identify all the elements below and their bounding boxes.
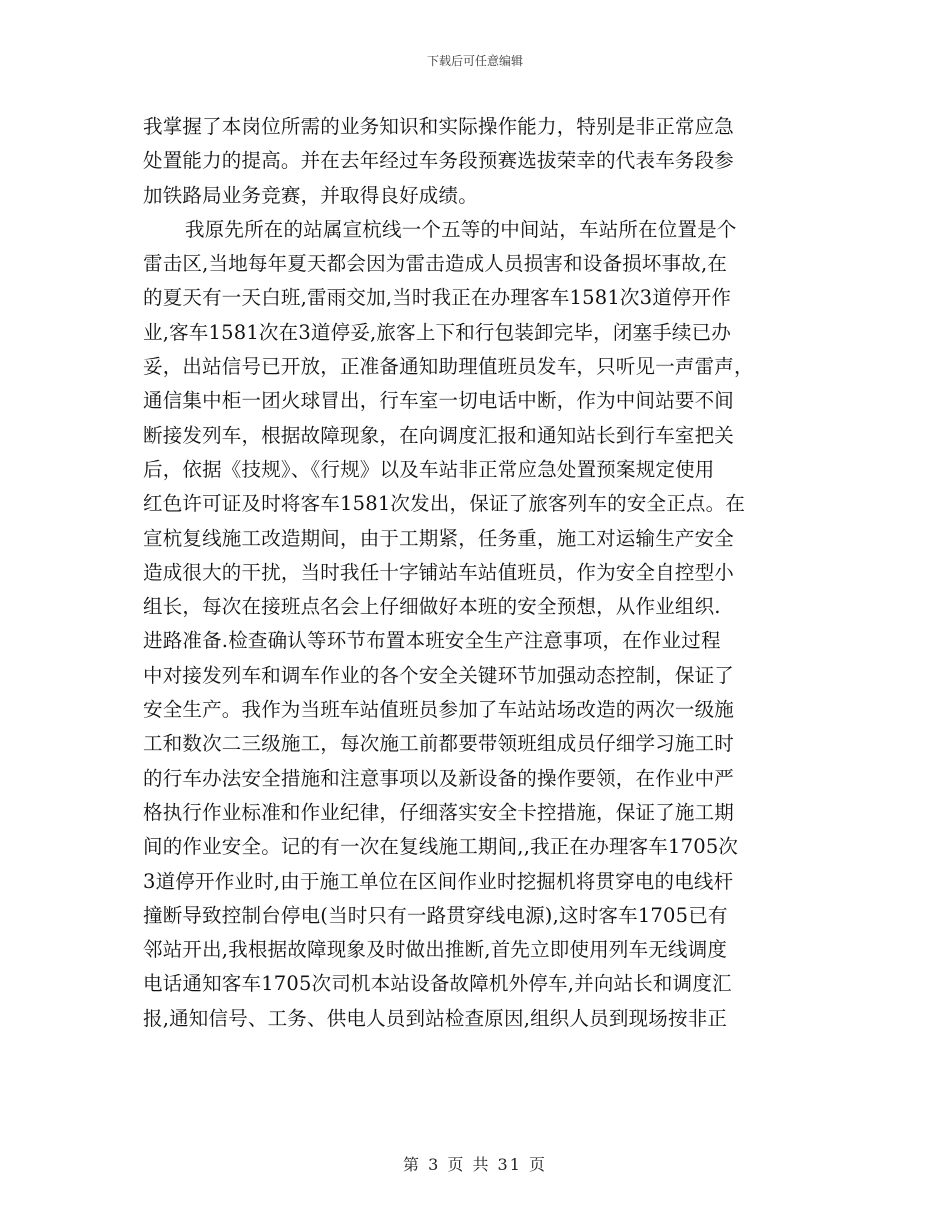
- body-line-paragraph-start: 我原先所在的站属宣杭线一个五等的中间站，车站所在位置是个: [185, 217, 737, 241]
- body-line: 报,通知信号、工务、供电人员到站检查原因,组织人员到现场按非正: [143, 1006, 728, 1030]
- document-body: [143, 110, 808, 1036]
- body-line: 处置能力的提高。并在去年经过车务段预赛选拔荣幸的代表车务段参: [143, 149, 735, 173]
- body-line: 邻站开出,我根据故障现象及时做出推断,首先立即使用列车无线调度: [143, 938, 728, 962]
- body-line: 间的作业安全。记的有一次在复线施工期间,,我正在办理客车1705次: [143, 835, 739, 859]
- body-line: 通信集中柜一团火球冒出，行车室一切电话中断，作为中间站要不间: [143, 389, 735, 413]
- body-line: 安全生产。我作为当班车站值班员参加了车站站场改造的两次一级施: [143, 698, 735, 722]
- body-line: 的行车办法安全措施和注意事项以及新设备的操作要领，在作业中严: [143, 766, 735, 790]
- body-line: 我掌握了本岗位所需的业务知识和实际操作能力，特别是非正常应急: [143, 115, 735, 138]
- body-line: 进路准备.检查确认等环节布置本班安全生产注意事项，在作业过程: [143, 629, 721, 653]
- body-line: 妥，出站信号已开放，正准备通知助理值班员发车，只听见一声雷声，: [143, 355, 754, 379]
- body-line: 业,客车1581次在3道停妥,旅客上下和行包装卸完毕，闭塞手续已办: [143, 320, 732, 344]
- body-line: 红色许可证及时将客车1581次发出，保证了旅客列车的安全正点。在: [143, 492, 746, 516]
- body-line: 格执行作业标准和作业纪律，仔细落实安全卡控措施，保证了施工期: [143, 800, 735, 824]
- body-line: 宣杭复线施工改造期间，由于工期紧，任务重，施工对运输生产安全: [143, 526, 735, 550]
- body-line: 组长，每次在接班点名会上仔细做好本班的安全预想，从作业组织.: [143, 595, 721, 619]
- body-line: 中对接发列车和调车作业的各个安全关键环节加强动态控制，保证了: [143, 663, 735, 687]
- body-line: 雷击区,当地每年夏天都会因为雷击造成人员损害和设备损坏事故,在: [143, 252, 728, 276]
- body-line: 3道停开作业时,由于施工单位在区间作业时挖掘机将贯穿电的电线杆: [143, 869, 734, 893]
- page-header: 下载后可任意编辑: [426, 54, 523, 68]
- body-line: 后，依据《技规》、《行规》以及车站非正常应急处置预案规定使用: [143, 457, 715, 481]
- body-line: 加铁路局业务竞赛，并取得良好成绩。: [143, 183, 478, 207]
- body-line: 撞断导致控制台停电(当时只有一路贯穿线电源),这时客车1705已有: [143, 903, 728, 927]
- body-line: 电话通知客车1705次司机本站设备故障机外停车,并向站长和调度汇: [143, 972, 732, 996]
- body-line: 的夏天有一天白班,雷雨交加,当时我正在办理客车1581次3道停开作: [143, 286, 732, 310]
- body-line: 工和数次二三级施工，每次施工前都要带领班组成员仔细学习施工时: [143, 732, 735, 756]
- body-line: 断接发列车，根据故障现象，在向调度汇报和通知站长到行车室把关: [143, 423, 735, 447]
- body-line: 造成很大的干扰，当时我任十字铺站车站值班员，作为安全自控型小: [143, 560, 735, 584]
- page-footer: 第 3 页 共 31 页: [403, 1155, 547, 1174]
